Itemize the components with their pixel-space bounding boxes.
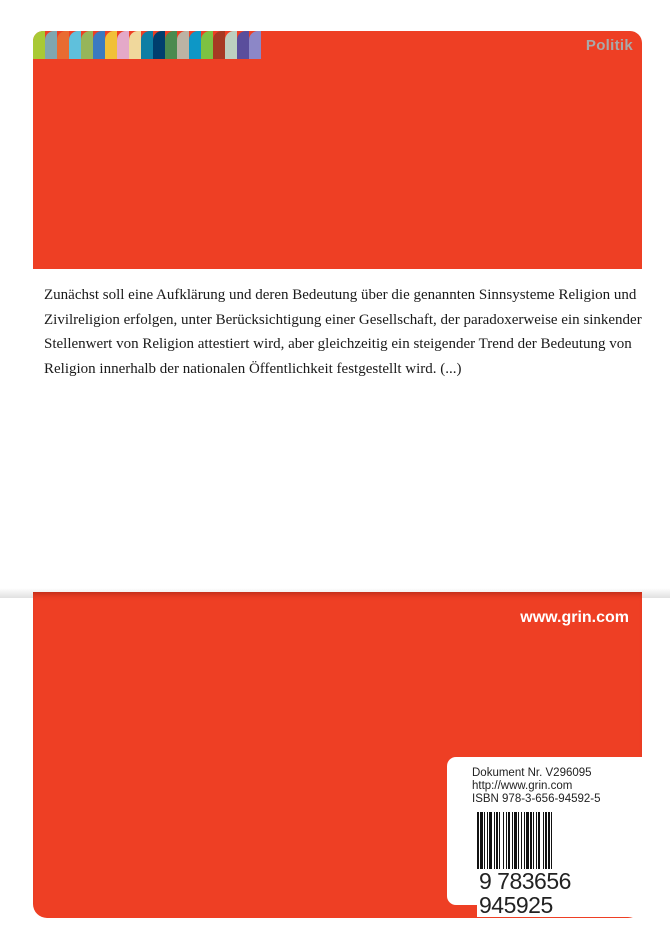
isbn-box <box>447 757 642 918</box>
color-tab <box>45 31 57 59</box>
color-tab <box>201 31 213 59</box>
color-tab <box>33 31 45 59</box>
abstract <box>44 283 644 381</box>
doc-number: Dokument Nr. V296095 <box>472 767 592 779</box>
color-tab <box>93 31 105 59</box>
cover-top-panel <box>33 31 642 269</box>
isbn-info <box>472 767 601 806</box>
color-tab <box>177 31 189 59</box>
color-tab <box>153 31 165 59</box>
color-tab <box>213 31 225 59</box>
color-tabs <box>33 31 261 59</box>
color-tab <box>129 31 141 59</box>
color-tab <box>81 31 93 59</box>
color-tab <box>165 31 177 59</box>
isbn-number: ISBN 978-3-656-94592-5 <box>472 793 601 805</box>
color-tab <box>69 31 81 59</box>
category-label: Politik <box>585 37 633 54</box>
abstract-text: Zunächst soll eine Aufklärung und deren Bedeutung über die genannten Sinnsysteme Religion und Zivilreligion erfolgen, unter Berücksichtigung einer Gesellschaft, der paradoxerweise ein sinkender Stellenwert von Religion attestiert wird, aber gleichzeitig ein steigender Trend der Bedeutung von Religion innerhalb der nationalen Öffentlichkeit festgestellt wird. (...) <box>44 287 642 377</box>
website-link[interactable]: http://www.grin.com <box>472 780 573 792</box>
color-tab <box>237 31 249 59</box>
color-tab <box>141 31 153 59</box>
barcode-digits: 9 783656 945925 <box>477 869 642 917</box>
color-tab <box>189 31 201 59</box>
cover-bottom-panel <box>33 592 642 918</box>
color-tab <box>105 31 117 59</box>
color-tab <box>117 31 129 59</box>
color-tab <box>225 31 237 59</box>
color-tab <box>249 31 261 59</box>
publisher-url[interactable]: www.grin.com <box>520 609 629 626</box>
color-tab <box>57 31 69 59</box>
